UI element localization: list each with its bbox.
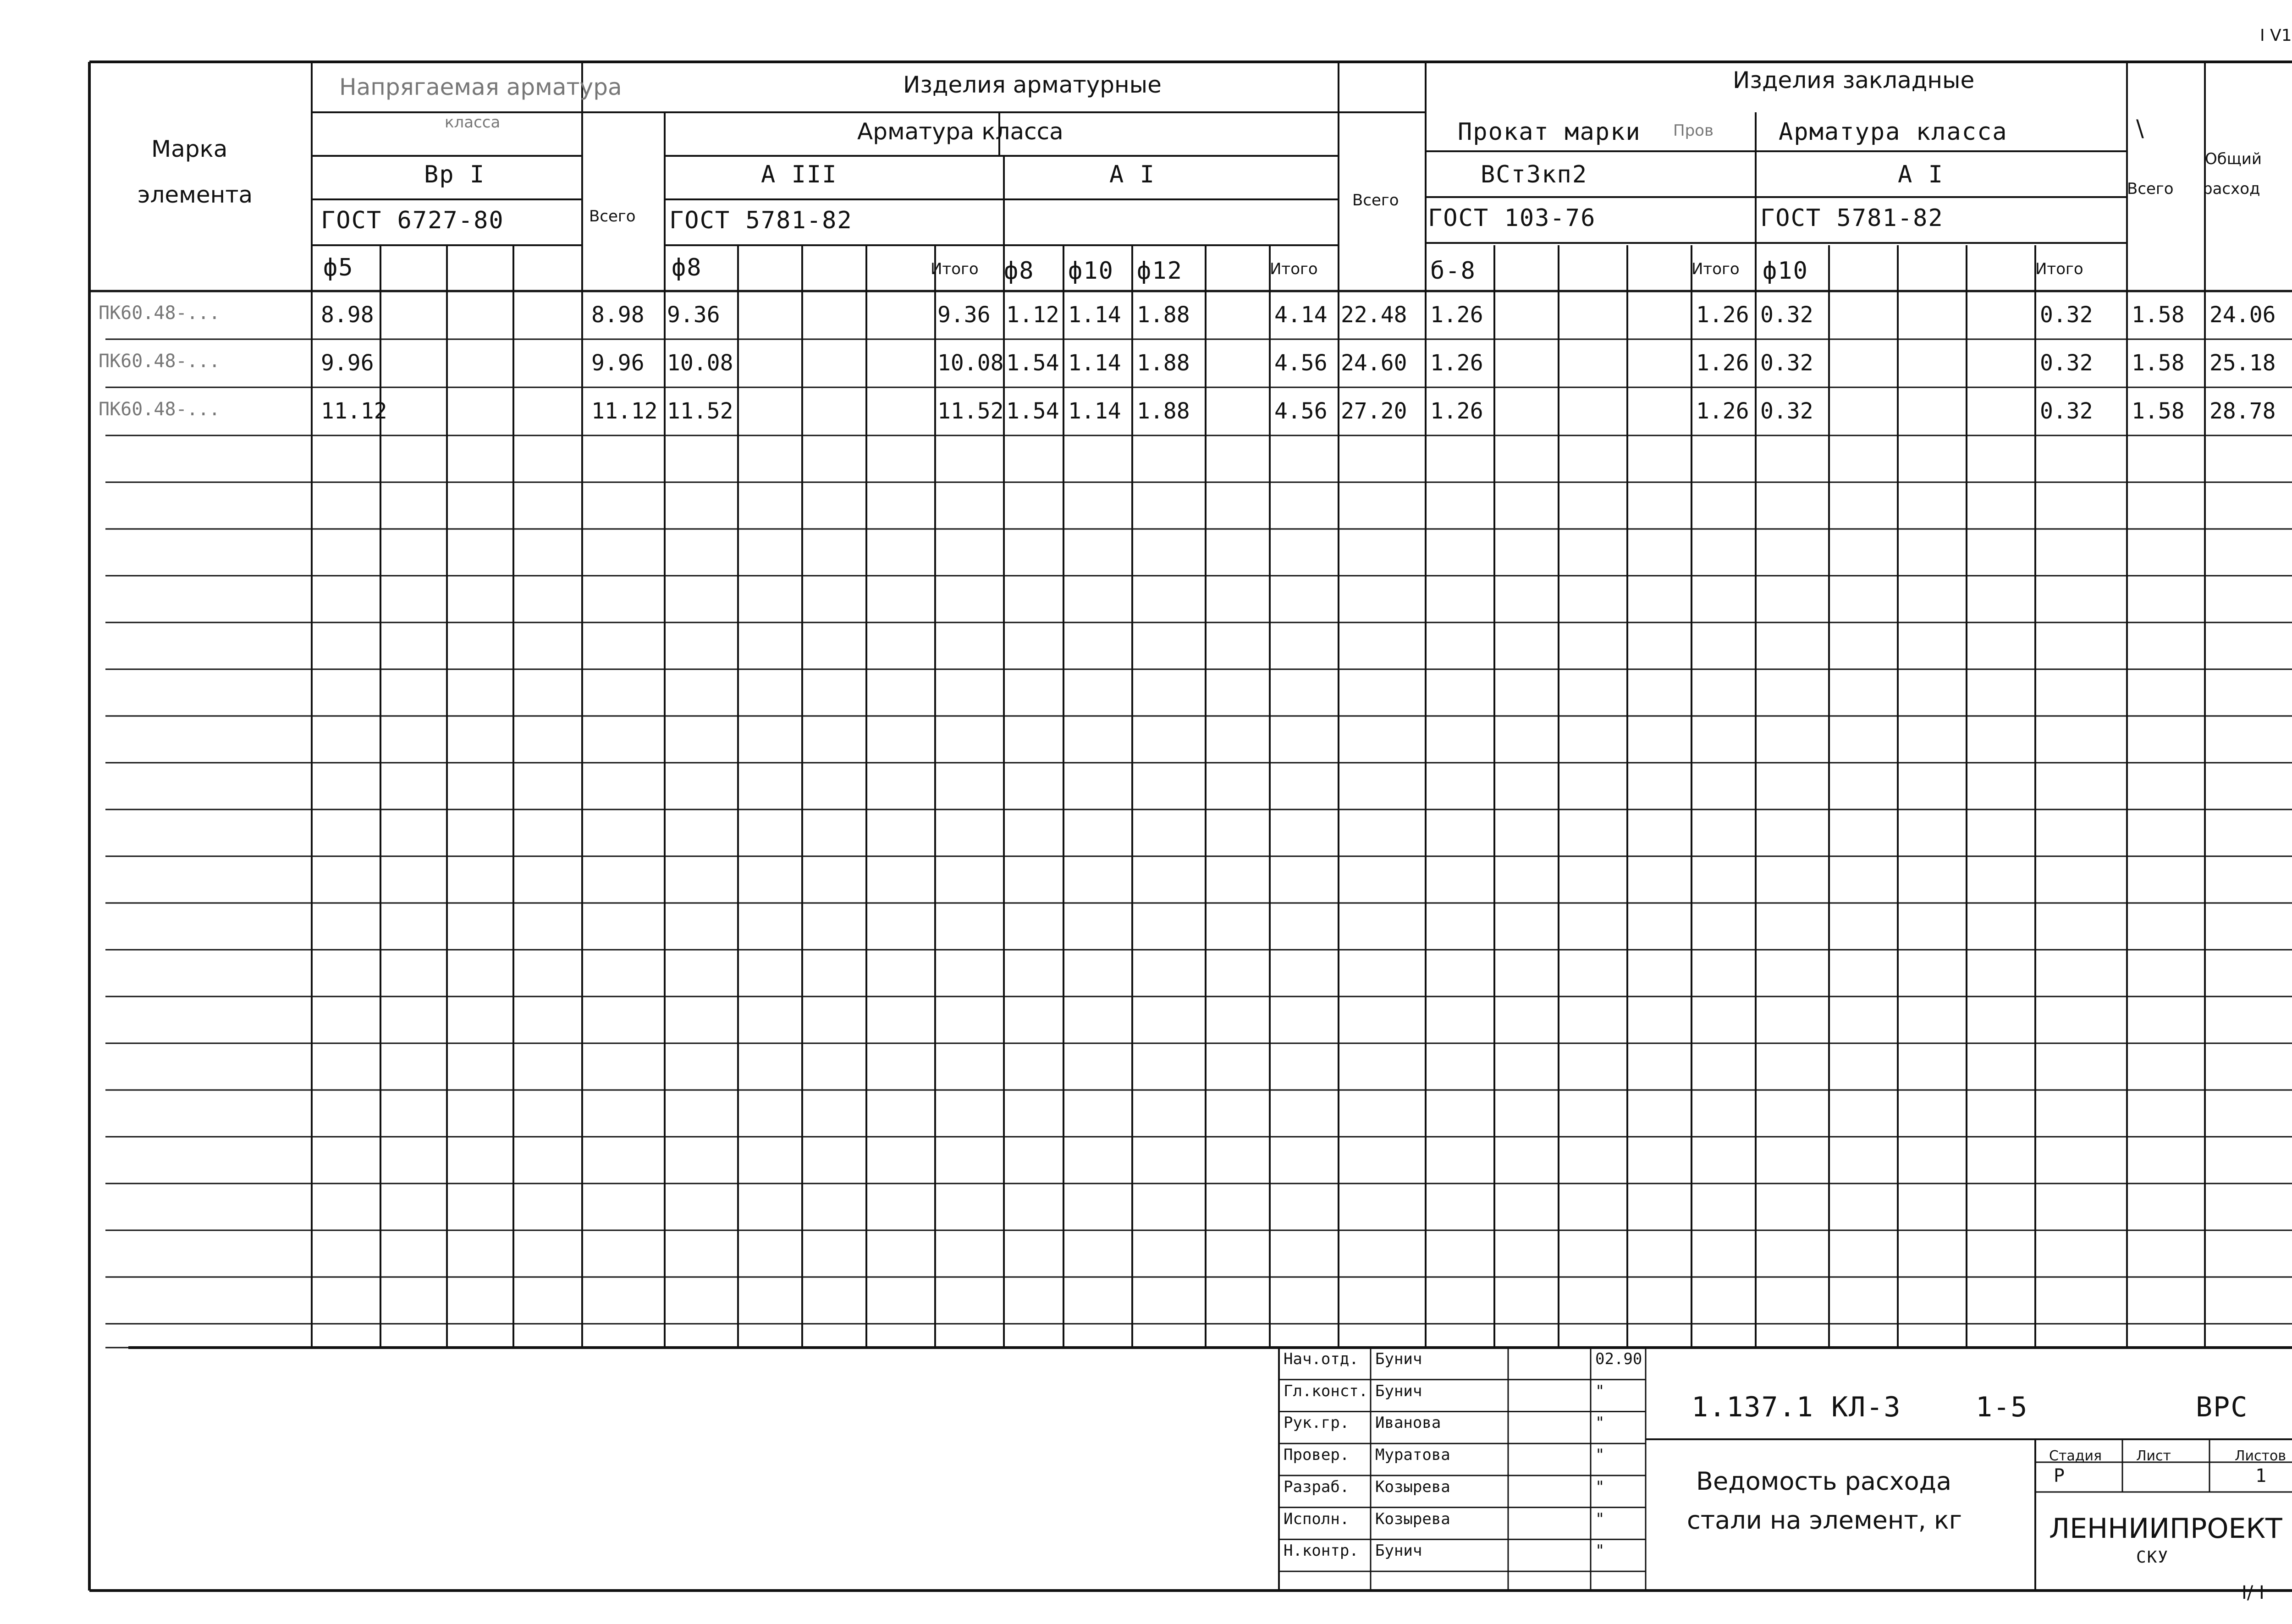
header-prokat-marki: Прокат марки (1458, 118, 1641, 146)
gost-103-76: ГОСТ 103-76 (1428, 204, 1596, 232)
cell-vs2: 27.20 (1341, 398, 1407, 424)
gost-5781-82: ГОСТ 5781-82 (669, 207, 853, 234)
class-vr1: Вр I (424, 161, 485, 188)
cell-r1: 0.32 (1760, 302, 1813, 328)
cell-r1: 0.32 (1760, 398, 1813, 424)
cell-it3: 4.56 (1274, 350, 1328, 376)
itogo-3: Итого (1691, 260, 1740, 278)
itogo-1: Итого (931, 260, 979, 278)
doc-tag: ВРС (2196, 1391, 2248, 1423)
cell-total: 28.78 (2209, 398, 2276, 424)
title-line-1: Ведомость расхода (1696, 1467, 1952, 1496)
stamp-name: Иванова (1375, 1414, 1441, 1432)
vsego-label-3: Всего (2127, 180, 2174, 198)
stamp-role: Провер. (1284, 1446, 1350, 1464)
class-aiii: А III (761, 161, 837, 188)
vsego-label-2: Всего (1352, 191, 1399, 209)
stamp-name: Бунич (1375, 1350, 1422, 1368)
cell-vs2: 22.48 (1341, 302, 1407, 328)
cell-vs2: 24.60 (1341, 350, 1407, 376)
cell-p1: 1.26 (1430, 302, 1483, 328)
org-name: ЛЕННИИПРОЕКТ (2049, 1513, 2282, 1545)
itogo-4: Итого (2035, 260, 2083, 278)
cell-it3: 4.14 (1274, 302, 1328, 328)
stamp-name: Бунич (1375, 1382, 1422, 1400)
header-napryag: Напрягаемая арматура (339, 74, 622, 100)
stamp-date: " (1595, 1382, 1605, 1400)
cell-vs3: 1.58 (2132, 302, 2185, 328)
stamp-name: Муратова (1375, 1446, 1450, 1464)
obshchiy-label-1: Общий (2205, 150, 2262, 168)
stamp-role: Н.контр. (1284, 1541, 1359, 1560)
diam-d10b: ф10 (1763, 257, 1808, 285)
cell-total: 25.18 (2209, 350, 2276, 376)
cell-mark: ПК60.48-... (99, 303, 220, 324)
stamp-role: Нач.отд. (1284, 1350, 1359, 1368)
diam-d12: ф12 (1137, 257, 1183, 285)
stamp-role: Гл.конст. (1284, 1382, 1368, 1400)
cell-vs1: 9.96 (591, 350, 645, 376)
stamp-date: " (1595, 1509, 1605, 1528)
cell-it4: 1.26 (1696, 302, 1749, 328)
cell-a3: 1.88 (1137, 398, 1190, 424)
diam-d8b: ф8 (1004, 257, 1035, 285)
cell-mark: ПК60.48-... (99, 351, 220, 372)
class-vst3kp2: ВСт3кп2 (1481, 161, 1588, 188)
header-marka-2: элемента (138, 182, 253, 208)
cell-v1: 9.96 (321, 350, 374, 376)
stamp-name: Козырева (1375, 1509, 1450, 1528)
cell-a1: 1.54 (1006, 398, 1059, 424)
class-ai: А I (1109, 161, 1155, 188)
stamp-name: Козырева (1375, 1477, 1450, 1496)
doc-code: 1.137.1 КЛ-3 (1691, 1391, 1901, 1423)
cell-mark: ПК60.48-... (99, 399, 220, 420)
cell-it3: 4.56 (1274, 398, 1328, 424)
cell-it5: 0.32 (2040, 302, 2093, 328)
cell-v1: 11.12 (321, 398, 387, 424)
header-armatura-klassa: Арматура класса (857, 118, 1063, 145)
vsego-label-1: Всего (589, 207, 636, 226)
class-ai-2: А I (1898, 161, 1944, 188)
cell-a3: 1.88 (1137, 350, 1190, 376)
stamp-date: " (1595, 1541, 1605, 1560)
stage-label: Стадия (2049, 1448, 2102, 1464)
stage-value: Р (2054, 1465, 2066, 1486)
title-line-2: стали на элемент, кг (1687, 1506, 1962, 1535)
stamp-date: " (1595, 1446, 1605, 1464)
cell-p1: 1.26 (1430, 398, 1483, 424)
stamp-role: Исполн. (1284, 1509, 1350, 1528)
cell-v1: 8.98 (321, 302, 374, 328)
cell-a3: 1.88 (1137, 302, 1190, 328)
cell-it5: 0.32 (2040, 398, 2093, 424)
cell-it4: 1.26 (1696, 350, 1749, 376)
table-grid (89, 62, 2292, 1591)
obshchiy-label-2: расход (2203, 180, 2260, 198)
cell-v2: 10.08 (667, 350, 733, 376)
cell-v2: 11.52 (667, 398, 733, 424)
gost-5781-82-b: ГОСТ 5781-82 (1760, 204, 1944, 232)
diam-6x8: б-8 (1430, 257, 1476, 285)
cell-vs3: 1.58 (2132, 350, 2185, 376)
cell-p1: 1.26 (1430, 350, 1483, 376)
header-armatura-klassa-2: Арматура класса (1779, 118, 2008, 146)
cell-vs1: 8.98 (591, 302, 645, 328)
stamp-date: 02.90 (1595, 1350, 1642, 1368)
stamp-name: Бунич (1375, 1541, 1422, 1560)
diam-d5: ф5 (323, 254, 354, 281)
cell-vs1: 11.12 (591, 398, 658, 424)
sheets-value: 1 (2255, 1465, 2268, 1486)
stamp-date: " (1595, 1414, 1605, 1432)
cell-total: 24.06 (2209, 302, 2276, 328)
cell-a2: 1.14 (1068, 350, 1121, 376)
sheets-label: Листов (2235, 1448, 2286, 1464)
header-prokat-extra: Пров (1673, 121, 1713, 140)
cell-a1: 1.12 (1006, 302, 1059, 328)
header-izdeliya-armaturnye: Изделия арматурные (903, 72, 1162, 98)
sheet-label: Лист (2136, 1448, 2171, 1464)
slash-mark: \ (2136, 115, 2144, 142)
diam-d8: ф8 (672, 254, 702, 281)
cell-it4: 1.26 (1696, 398, 1749, 424)
org-sub: СКУ (2136, 1548, 2169, 1567)
cell-v2: 9.36 (667, 302, 720, 328)
gost-6727-80: ГОСТ 6727-80 (321, 207, 504, 234)
cell-it5: 0.32 (2040, 350, 2093, 376)
cell-it2: 10.08 (937, 350, 1004, 376)
cell-a1: 1.54 (1006, 350, 1059, 376)
corner-mark: I V1 (2260, 26, 2292, 45)
cell-a2: 1.14 (1068, 398, 1121, 424)
stamp-date: " (1595, 1477, 1605, 1496)
header-marka-1: Марка (151, 136, 228, 162)
header-napryag-klass: класса (445, 113, 501, 132)
doc-issue: 1-5 (1976, 1391, 2028, 1423)
header-izdeliya-zakladnye: Изделия закладные (1733, 67, 1975, 94)
bottom-mark: I/ I (2242, 1582, 2264, 1603)
diam-d10: ф10 (1068, 257, 1114, 285)
cell-r1: 0.32 (1760, 350, 1813, 376)
cell-it2: 9.36 (937, 302, 991, 328)
stamp-role: Разраб. (1284, 1477, 1350, 1496)
cell-vs3: 1.58 (2132, 398, 2185, 424)
stamp-role: Рук.гр. (1284, 1414, 1350, 1432)
itogo-2: Итого (1270, 260, 1318, 278)
cell-a2: 1.14 (1068, 302, 1121, 328)
cell-it2: 11.52 (937, 398, 1004, 424)
